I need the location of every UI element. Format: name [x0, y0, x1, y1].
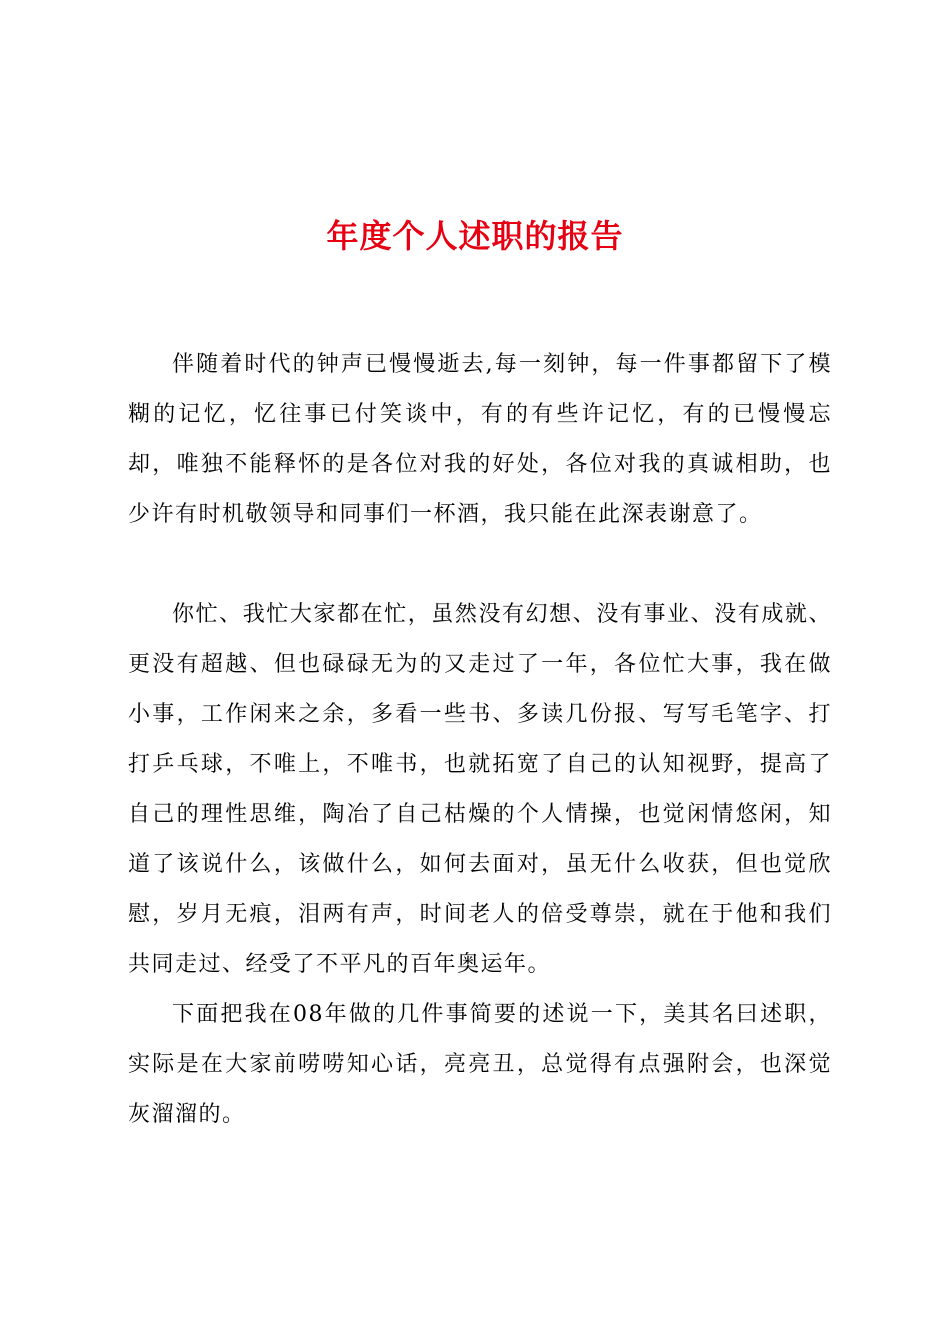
paragraph-3: 下面把我在08年做的几件事简要的述说一下，美其名曰述职，实际是在大家前唠唠知心话，亮亮丑，总觉得有点强附会，也深觉灰溜溜的。 — [128, 1002, 832, 1127]
paragraph-2: 你忙、我忙大家都在忙，虽然没有幻想、没有事业、没有成就、更没有超越、但也碌碌无为的又走过了一年，各位忙大事，我在做小事，工作闲来之余，多看一些书、多读几份报、写写毛笔字、打打乒乓球，不唯上，不唯书，也就拓宽了自己的认知视野，提高了自己的理性思维，陶冶了自己枯燥的个人情操，也觉闲情悠闲，知道了该说什么，该做什么，如何去面对，虽无什么收获，但也觉欣慰，岁月无痕，泪两有声，时间老人的倍受尊崇，就在于他和我们共同走过、经受了不平凡的百年奥运年。 — [128, 602, 832, 977]
paragraph-1: 伴随着时代的钟声已慢慢逝去,每一刻钟，每一件事都留下了模糊的记忆，忆往事已付笑谈中，有的有些许记忆，有的已慢慢忘却，唯独不能释怀的是各位对我的好处，各位对我的真诚相助，也少许有时机敬领导和同事们一杯酒，我只能在此深表谢意了。 — [128, 352, 832, 527]
document-title: 年度个人述职的报告 — [326, 217, 624, 255]
